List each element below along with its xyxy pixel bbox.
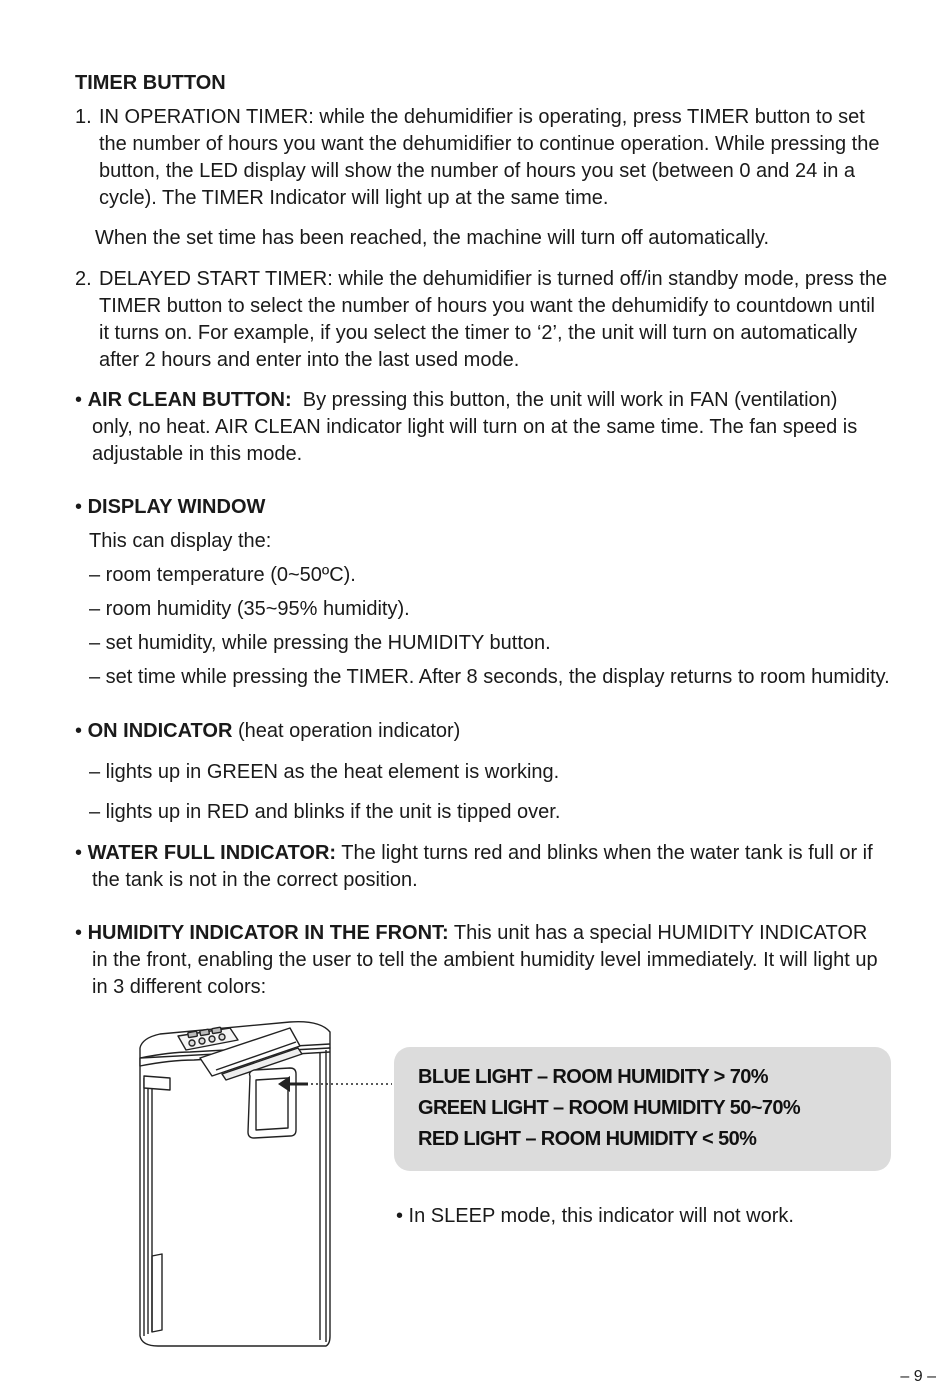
timer-item2-line: DELAYED START TIMER: while the dehumidifier is turned off/in standby mode, press the — [99, 268, 888, 290]
humidity-indicator-label: HUMIDITY INDICATOR IN THE FRONT: — [87, 922, 449, 944]
on-indicator-label: ON INDICATOR — [87, 720, 233, 742]
timer-item1-line: the number of hours you want the dehumidifier to continue operation. While pressing the — [99, 133, 880, 155]
air-clean-line: adjustable in this mode. — [92, 443, 303, 465]
timer-item1-line: IN OPERATION TIMER: while the dehumidifier is operating, press TIMER button to set — [99, 106, 865, 128]
bullet: • — [75, 842, 83, 864]
display-window-heading — [75, 494, 265, 521]
timer-item1-line: cycle). The TIMER Indicator will light up at the same time. — [99, 187, 609, 209]
humidity-indicator-paragraph — [75, 920, 867, 947]
water-full-line: the tank is not in the correct position. — [92, 869, 418, 891]
timer-item2-number: 2. — [75, 268, 92, 290]
air-clean-label: AIR CLEAN BUTTON: — [87, 389, 292, 411]
blue-light-line: BLUE LIGHT – ROOM HUMIDITY > 70% — [418, 1066, 768, 1088]
water-full-line: The light turns red and blinks when the water tank is full or if — [341, 842, 873, 864]
humidity-color-legend — [394, 1047, 891, 1171]
on-indicator-item: – lights up in GREEN as the heat element is working. — [89, 761, 560, 783]
on-indicator-item: – lights up in RED and blinks if the unit is tipped over. — [89, 801, 561, 823]
humidity-indicator-line: in the front, enabling the user to tell the ambient humidity level immediately. It will light up — [92, 949, 878, 971]
bullet: • — [75, 496, 83, 518]
timer-item1-number: 1. — [75, 106, 92, 128]
humidity-indicator-line: in 3 different colors: — [92, 976, 267, 998]
page-number: – 9 – — [900, 1368, 936, 1385]
display-window-item: – room temperature (0~50ºC). — [89, 564, 356, 586]
on-indicator-suffix: (heat operation indicator) — [237, 720, 461, 742]
water-full-label: WATER FULL INDICATOR: — [87, 842, 337, 864]
display-window-label: DISPLAY WINDOW — [87, 496, 266, 518]
bullet: • — [75, 389, 83, 411]
bullet: • — [75, 720, 83, 742]
display-window-item: – set humidity, while pressing the HUMIDITY button. — [89, 632, 551, 654]
timer-item1-note: When the set time has been reached, the machine will turn off automatically. — [95, 227, 770, 249]
air-clean-line: By pressing this button, the unit will work in FAN (ventilation) — [302, 389, 838, 411]
display-window-intro: This can display the: — [89, 530, 272, 552]
bullet: • — [75, 922, 83, 944]
sleep-mode-note: • In SLEEP mode, this indicator will not work. — [396, 1205, 794, 1227]
red-light-line: RED LIGHT – ROOM HUMIDITY < 50% — [418, 1128, 757, 1150]
dehumidifier-unit-icon — [130, 1018, 400, 1350]
timer-item2-line: TIMER button to select the number of hours you want the dehumidify to countdown until — [99, 295, 875, 317]
display-window-item: – set time while pressing the TIMER. After 8 seconds, the display returns to room humidity. — [89, 666, 890, 688]
display-window-item: – room humidity (35~95% humidity). — [89, 598, 410, 620]
timer-item1-line: button, the LED display will show the number of hours you set (between 0 and 24 in a — [99, 160, 856, 182]
air-clean-line: only, no heat. AIR CLEAN indicator light will turn on at the same time. The fan speed is — [92, 416, 858, 438]
timer-item2-line: it turns on. For example, if you select the timer to ‘2’, the unit will turn on automatically — [99, 322, 858, 344]
air-clean-paragraph — [75, 387, 837, 414]
timer-heading: TIMER BUTTON — [75, 72, 226, 94]
on-indicator-heading — [75, 718, 460, 745]
water-full-paragraph — [75, 840, 873, 867]
timer-item2-line: after 2 hours and enter into the last used mode. — [99, 349, 520, 371]
humidity-indicator-line: This unit has a special HUMIDITY INDICATOR — [453, 922, 868, 944]
green-light-line: GREEN LIGHT – ROOM HUMIDITY 50~70% — [418, 1097, 801, 1119]
